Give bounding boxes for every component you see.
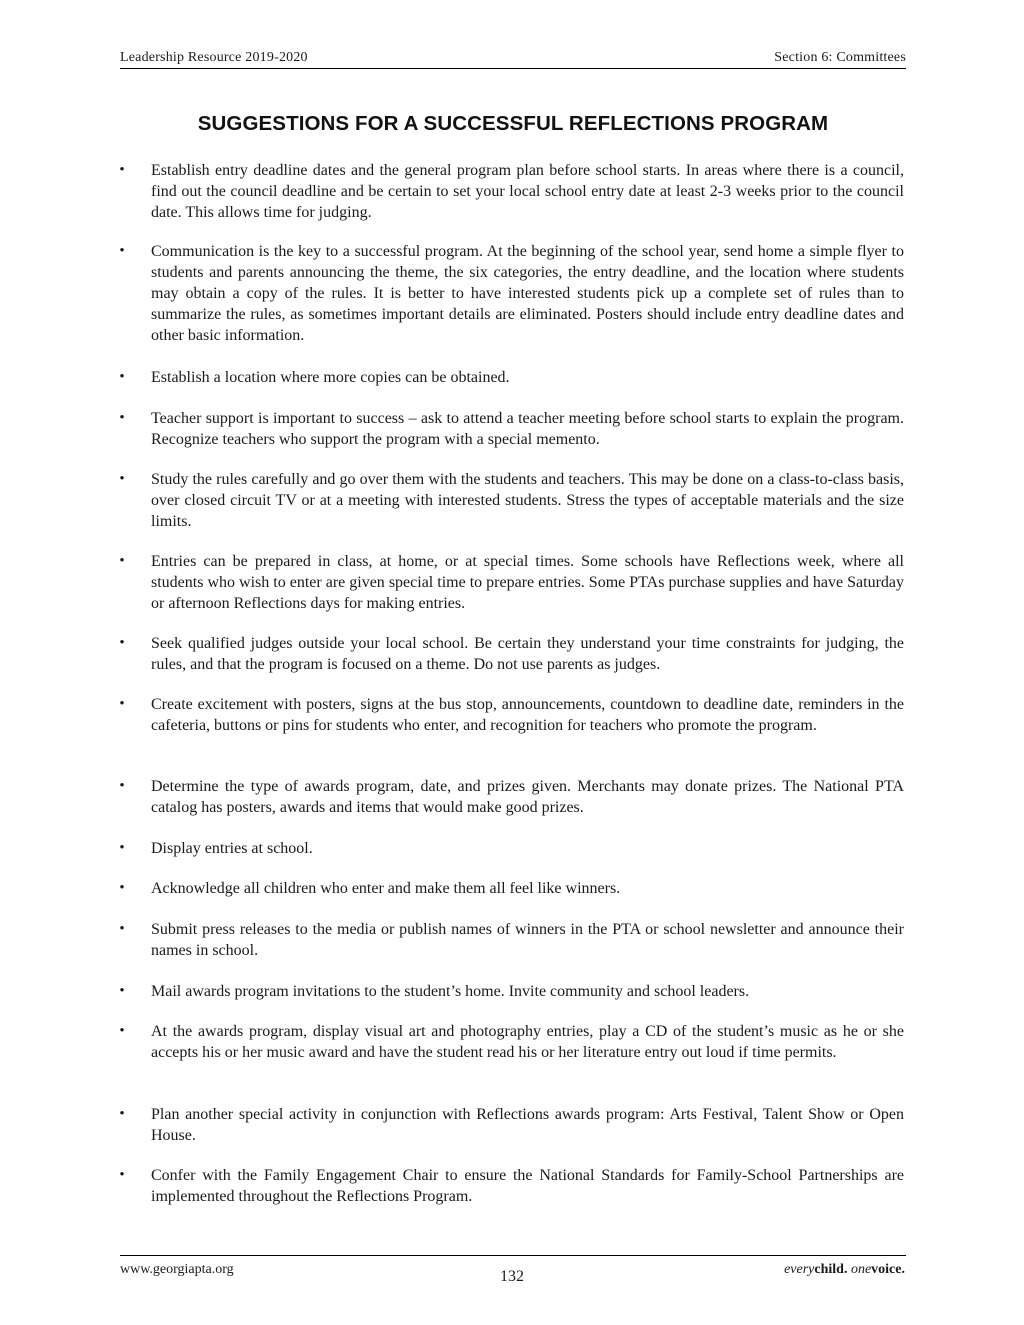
bullet-icon: • bbox=[119, 880, 125, 896]
footer-slogan bbox=[784, 1262, 905, 1278]
slogan-one: one bbox=[850, 1262, 872, 1277]
bullet-icon: • bbox=[119, 1023, 125, 1039]
list-item bbox=[119, 551, 904, 614]
bullet-icon: • bbox=[119, 553, 125, 569]
list-item-text: Establish entry deadline dates and the general program plan before school starts. In areas where there is a council, find out the council deadline and be certain to set your local school entry date at least 2-3 weeks prior to the council date. This allows time for judging. bbox=[151, 162, 904, 221]
list-item bbox=[119, 919, 904, 961]
footer-website: www.georgiapta.org bbox=[120, 1262, 234, 1277]
bullet-icon: • bbox=[119, 410, 125, 426]
list-item bbox=[119, 408, 904, 450]
list-item bbox=[119, 981, 904, 1002]
list-item bbox=[119, 1104, 904, 1146]
list-item-text: Mail awards program invitations to the student’s home. Invite community and school leaders. bbox=[151, 983, 750, 1000]
list-item bbox=[119, 1021, 904, 1063]
page-header bbox=[120, 48, 906, 69]
list-item bbox=[119, 367, 904, 388]
list-item-text: Seek qualified judges outside your local school. Be certain they understand your time constraints for judging, the rules, and that the program is focused on a theme. Do not use parents as judges. bbox=[151, 635, 904, 673]
list-item-text: Determine the type of awards program, date, and prizes given. Merchants may donate prizes. The National PTA catalog has posters, awards and items that would make good prizes. bbox=[151, 778, 904, 816]
bullet-icon: • bbox=[119, 921, 125, 937]
bullet-icon: • bbox=[119, 243, 125, 259]
list-item-text: Acknowledge all children who enter and make them all feel like winners. bbox=[151, 880, 621, 897]
bullet-icon: • bbox=[119, 778, 125, 794]
bullet-icon: • bbox=[119, 635, 125, 651]
list-item bbox=[119, 776, 904, 818]
list-item bbox=[119, 241, 904, 346]
bullet-icon: • bbox=[119, 1106, 125, 1122]
page-number: 132 bbox=[500, 1268, 524, 1285]
list-item-text: Create excitement with posters, signs at the bus stop, announcements, countdown to deadline date, reminders in the cafeteria, buttons or pins for students who enter, and recognition for teachers who promote the program. bbox=[151, 696, 904, 734]
list-item-text: Display entries at school. bbox=[151, 840, 313, 857]
bullet-icon: • bbox=[119, 983, 125, 999]
list-item bbox=[119, 838, 904, 859]
bullet-icon: • bbox=[119, 696, 125, 712]
list-item-text: At the awards program, display visual art and photography entries, play a CD of the student’s music as he or she accepts his or her music award and have the student read his or her literature entry out loud if time permits. bbox=[151, 1023, 904, 1061]
page-title: SUGGESTIONS FOR A SUCCESSFUL REFLECTIONS PROGRAM bbox=[197, 112, 829, 135]
slogan-voice: voice. bbox=[871, 1262, 905, 1277]
list-item-text: Teacher support is important to success – ask to attend a teacher meeting before school starts to explain the program. Recognize teachers who support the program with a special memento. bbox=[151, 410, 904, 448]
bullet-icon: • bbox=[119, 471, 125, 487]
slogan-every: every bbox=[784, 1262, 815, 1277]
slogan-child: child. bbox=[814, 1262, 848, 1277]
footer-divider bbox=[120, 1255, 906, 1256]
list-item-text: Confer with the Family Engagement Chair to ensure the National Standards for Family-School Partnerships are implemented throughout the Reflections Program. bbox=[151, 1167, 904, 1205]
bullet-icon: • bbox=[119, 840, 125, 856]
bullet-icon: • bbox=[119, 1167, 125, 1183]
bullet-icon: • bbox=[119, 162, 125, 178]
list-item-text: Plan another special activity in conjunction with Reflections awards program: Arts Festival, Talent Show or Open House. bbox=[151, 1106, 904, 1144]
list-item bbox=[119, 469, 904, 532]
list-item-text: Study the rules carefully and go over them with the students and teachers. This may be done on a class-to-class basis, over closed circuit TV or at a meeting with interested students. Stress the types of acceptable materials and the size limits. bbox=[151, 471, 904, 530]
list-item bbox=[119, 633, 904, 675]
list-item bbox=[119, 694, 904, 736]
list-item bbox=[119, 1165, 904, 1207]
header-section-title: Section 6: Committees bbox=[774, 50, 906, 65]
list-item bbox=[119, 878, 904, 899]
header-document-title: Leadership Resource 2019-2020 bbox=[120, 50, 308, 65]
list-item-text: Entries can be prepared in class, at home, or at special times. Some schools have Reflections week, where all students who wish to enter are given special time to prepare entries. Some PTAs purchase supplies and have Saturday or afternoon Reflections days for making entries. bbox=[151, 553, 904, 612]
list-item-text: Establish a location where more copies can be obtained. bbox=[151, 369, 510, 386]
list-item-text: Communication is the key to a successful program. At the beginning of the school year, send home a simple flyer to students and parents announcing the theme, the six categories, the entry deadline, and the location where students may obtain a copy of the rules. It is better to have interested students pick up a complete set of rules than to summarize the rules, as sometimes important details are eliminated. Posters should include entry deadline dates and other basic information. bbox=[151, 243, 904, 344]
list-item-text: Submit press releases to the media or publish names of winners in the PTA or school newsletter and announce their names in school. bbox=[151, 921, 904, 959]
bullet-icon: • bbox=[119, 369, 125, 385]
list-item bbox=[119, 160, 904, 223]
